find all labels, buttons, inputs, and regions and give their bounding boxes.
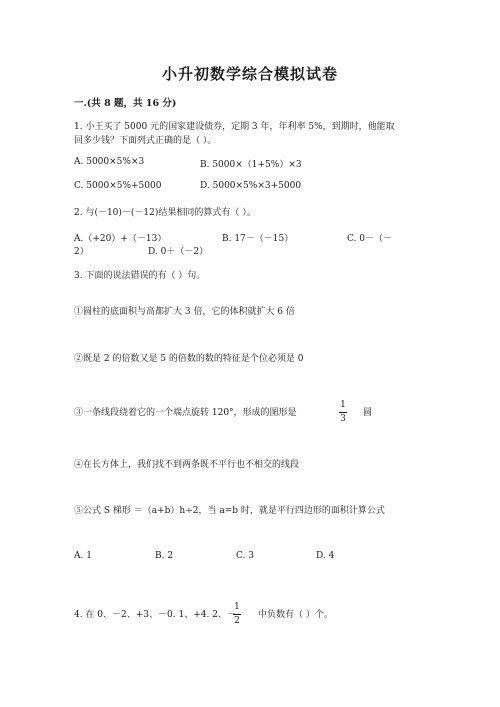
question-2-option-a: A.（+20）+（－13） [74,234,167,244]
section-heading: 一.(共 8 题，共 16 分) [74,98,177,109]
fraction-denominator: 3 [340,414,346,424]
question-1-line-2: 回多少钱？下面列式正确的是（ ）。 [74,136,217,146]
question-1-option-b: B. 5000×（1+5%）×3 [200,160,302,170]
question-3-statement-3-suffix: 圆 [363,408,373,418]
question-3-option-c: C. 3 [236,551,255,561]
question-4-stem: 4. 在 0、－2、+3、－0. 1、+4. 2、－ [74,610,236,620]
question-1-option-d: D. 5000×5%×3+5000 [200,181,302,191]
question-3-option-d: D. 4 [316,551,335,561]
fraction-numerator: 1 [234,602,240,612]
question-1-line-1: 1. 小王买了 5000 元的国家建设债券，定期 3 年，年利率 5%，到期时，他能取 [74,122,395,132]
fraction-bar [233,614,241,615]
question-3-statement-5: ⑤公式 S 梯形 ＝（a+b）h÷2，当 a=b 时，就是平行四边形的面积计算公式 [74,506,385,516]
question-3-statement-3: ③一条线段绕着它的一个端点旋转 120°，形成的图形是 [74,408,297,418]
question-3-option-a: A. 1 [74,551,92,561]
question-3-statement-4: ④在长方体上，我们找不到两条既不平行也不相交的线段 [74,460,300,470]
fraction-one-third [339,401,347,424]
question-3-option-b: B. 2 [155,551,174,561]
question-4-stem-suffix: 中负数有（ ）个。 [258,610,333,620]
question-3-statement-1: ①圆柱的底面积与高都扩大 3 倍，它的体积就扩大 6 倍 [74,307,295,317]
page-title: 小升初数学综合模拟试卷 [161,65,338,83]
question-2-option-c: C. 0－（－ [347,234,393,244]
question-2-option-b: B. 17－（－15） [222,234,294,244]
question-3-statement-2: ②既是 2 的倍数又是 5 的倍数的数的特征是个位必须是 0 [74,354,304,364]
question-2-stem: 2. 与(－10)－(－12)结果相同的算式有（ ）。 [74,208,256,218]
question-1-option-c: C. 5000×5%+5000 [74,181,162,191]
fraction-bar [339,412,347,413]
fraction-one-half [233,603,241,626]
fraction-numerator: 1 [340,400,346,410]
question-2-option-c-continued: 2） [74,247,89,257]
question-1-option-a: A. 5000×5%×3 [74,157,145,167]
question-3-stem: 3. 下面的说法错误的有（ ）句。 [74,271,206,281]
question-2-option-d: D. 0＋（－2） [148,247,209,257]
fraction-denominator: 2 [234,616,240,626]
